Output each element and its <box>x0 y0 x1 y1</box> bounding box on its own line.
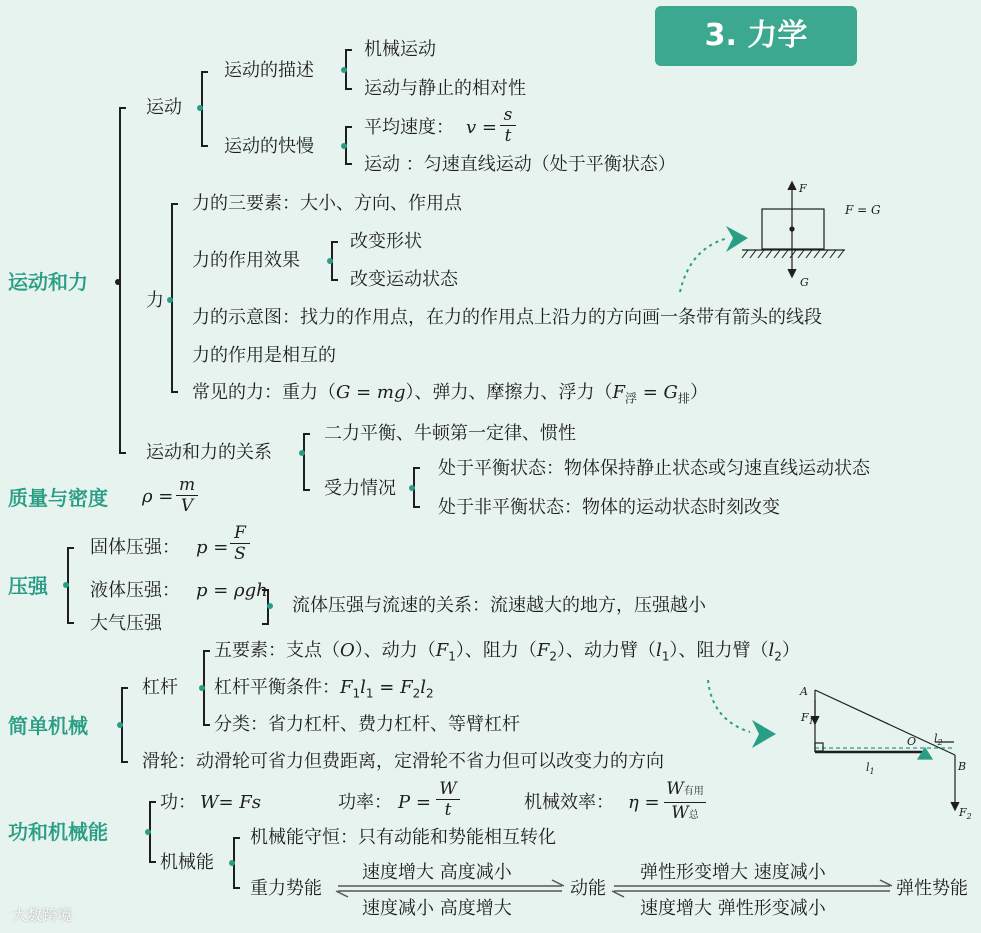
atmospheric-pressure: 大气压强 <box>90 613 162 634</box>
lever-fig-f2: $F_2$ <box>959 806 972 822</box>
elastic-pe: 弹性势能 <box>896 878 968 899</box>
force-mutual: 力的作用是相互的 <box>192 345 336 366</box>
lever-fig-l2: $l_2$ <box>934 732 943 748</box>
power-fraction: W t <box>436 780 460 819</box>
force-diagram-text: 力的示意图：找力的作用点，在力的作用点上沿力的方向画一条带有箭头的线段 <box>192 307 822 328</box>
heading-work-energy: 功和机械能 <box>8 820 108 844</box>
stress-unbalanced: 处于非平衡状态：物体的运动状态时刻改变 <box>438 497 780 518</box>
work-label: 功： <box>160 792 196 813</box>
work-formula: W= Fs <box>200 792 262 813</box>
chapter-title: 3. 力学 <box>655 6 857 66</box>
heading-machines: 简单机械 <box>8 714 88 738</box>
bracket-motion <box>202 72 208 146</box>
label-motion-speed: 运动的快慢 <box>224 136 314 157</box>
label-motion-description: 运动的描述 <box>224 60 314 81</box>
relation-first: 二力平衡、牛顿第一定律、惯性 <box>324 423 576 444</box>
label-stress: 受力情况 <box>324 478 396 499</box>
stress-balanced: 处于平衡状态：物体保持静止状态或匀速直线运动状态 <box>438 458 870 479</box>
k-to-e-top: 弹性形变增大 速度减小 <box>640 862 826 883</box>
g-to-k-top: 速度增大 高度减小 <box>362 862 512 883</box>
common-forces: 常见的力：重力（G = mg）、弹力、摩擦力、浮力$(F_浮 = G_排)$ <box>192 382 708 406</box>
bracket-motion-force <box>120 108 126 453</box>
label-force: 力 <box>146 290 164 311</box>
lever-balance: 杠杆平衡条件：$F_1l_1 = F_2l_2$ <box>214 677 434 701</box>
liquid-pressure-label: 液体压强： <box>90 580 180 601</box>
solid-pressure-fraction: F S <box>230 524 250 563</box>
heading-motion-force: 运动和力 <box>8 270 88 294</box>
k-to-e-bottom: 速度增大 弹性形变减小 <box>640 898 826 919</box>
mech-conservation: 机械能守恒：只有动能和势能相互转化 <box>250 827 556 848</box>
label-force-effects: 力的作用效果 <box>192 250 300 271</box>
g-to-k-bottom: 速度减小 高度增大 <box>362 898 512 919</box>
fig-label-equation: F = G <box>845 203 881 217</box>
uniform-motion: 运动 ：匀速直线运动（处于平衡状态） <box>364 154 676 175</box>
lever-fig-l1: $l_1$ <box>866 761 875 777</box>
effect-shape: 改变形状 <box>350 231 422 252</box>
item-mechanical-motion: 机械运动 <box>364 39 436 60</box>
heading-pressure: 压强 <box>8 574 48 598</box>
lever-types: 分类：省力杠杆、费力杠杆、等臂杠杆 <box>214 714 520 735</box>
force-three-elements: 力的三要素：大小、方向、作用点 <box>192 193 462 214</box>
lever-fig-a: A <box>800 685 808 698</box>
lever-fig-b: B <box>958 760 967 773</box>
power-var: P = <box>398 792 431 813</box>
lever-fig-f1: $F_1$ <box>801 711 814 727</box>
effect-motion: 改变运动状态 <box>350 269 458 290</box>
label-mech-energy: 机械能 <box>160 852 214 873</box>
efficiency-label: 机械效率： <box>524 792 614 813</box>
efficiency-var: η = <box>628 792 660 813</box>
lever-fig-o: O <box>907 735 917 748</box>
heading-mass-density: 质量与密度 <box>8 486 108 510</box>
label-relation: 运动和力的关系 <box>146 442 272 463</box>
kinetic-energy: 动能 <box>570 878 606 899</box>
watermark-logo: 大数跨境 <box>12 906 73 924</box>
solid-pressure-label: 固体压强： <box>90 537 180 558</box>
avg-speed-var: v = <box>466 117 497 138</box>
item-relativity: 运动与静止的相对性 <box>364 78 526 99</box>
efficiency-fraction: W有用 W总 <box>664 780 706 825</box>
avg-speed-fraction: s t <box>500 106 516 145</box>
fig-label-g: G <box>800 276 809 289</box>
density-var: ρ = <box>142 486 174 507</box>
avg-speed-label: 平均速度： <box>364 117 454 138</box>
pulley: 滑轮：动滑轮可省力但费距离，定滑轮不省力但可以改变力的方向 <box>142 751 664 772</box>
label-lever: 杠杆 <box>142 677 178 698</box>
label-motion: 运动 <box>146 97 182 118</box>
force-figure <box>742 182 845 277</box>
lever-elements: 五要素：支点（O）、动力$(F_1)$、阻力$(F_2)$、动力臂$(l_1)$、阻力臂$(l_2)$ <box>214 640 800 664</box>
density-fraction: m V <box>176 476 198 515</box>
power-label: 功率： <box>338 792 392 813</box>
solid-pressure-var: p = <box>196 537 229 558</box>
fig-label-f: F <box>799 182 807 195</box>
liquid-pressure-formula: p = ρgh <box>196 580 268 601</box>
fluid-pressure: 流体压强与流速的关系：流速越大的地方，压强越小 <box>292 595 706 616</box>
gravity-pe: 重力势能 <box>250 878 322 899</box>
